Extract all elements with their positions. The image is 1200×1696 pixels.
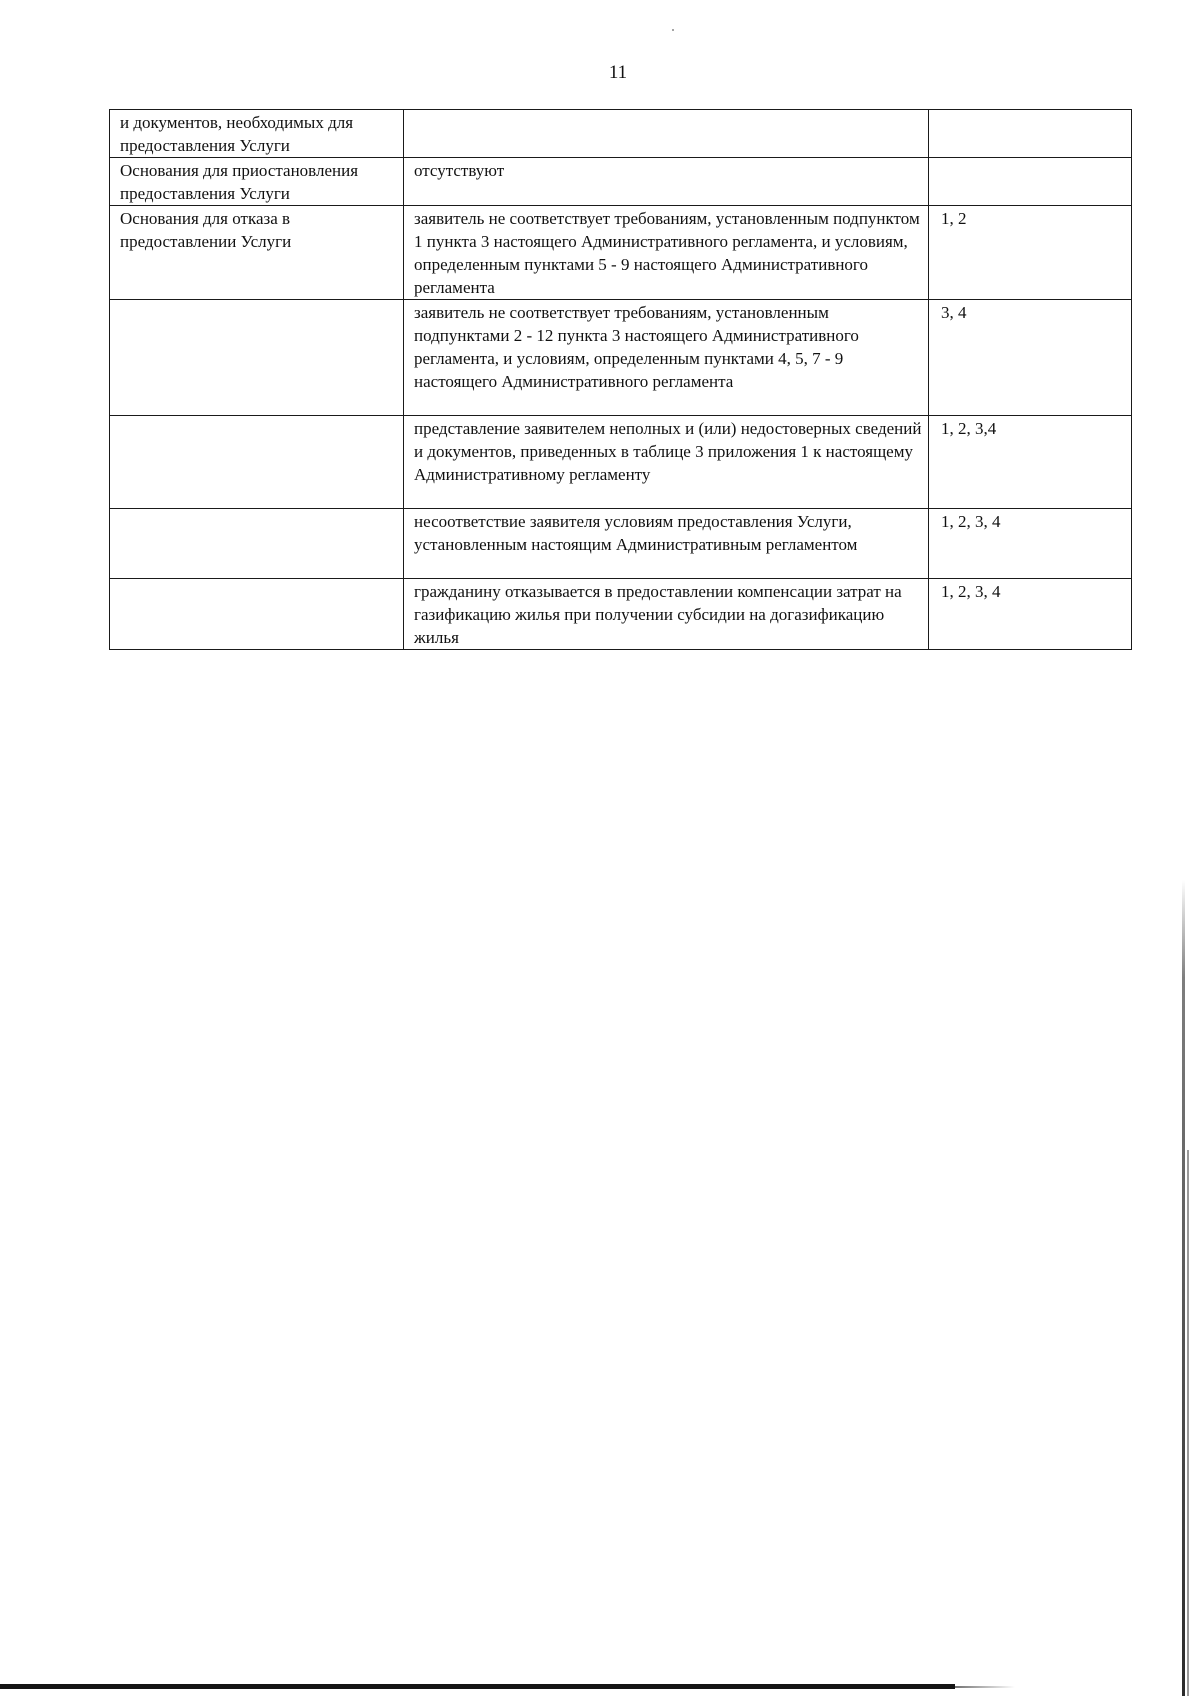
- row-label-cell: Основания для приостановления предоставления Услуги: [110, 158, 404, 206]
- row-numbers-cell: 1, 2, 3, 4: [929, 509, 1132, 579]
- row-numbers-cell: 1, 2, 3, 4: [929, 579, 1132, 650]
- scan-edge-right: [1182, 880, 1185, 1696]
- row-numbers-cell: 1, 2: [929, 206, 1132, 300]
- row-description-cell: отсутствуют: [404, 158, 929, 206]
- row-description-cell: [404, 110, 929, 158]
- row-numbers-cell: [929, 110, 1132, 158]
- row-numbers-cell: [929, 158, 1132, 206]
- row-description-cell: гражданину отказывается в предоставлении компенсации затрат на газификацию жилья при получении субсидии на догазификацию жилья: [404, 579, 929, 650]
- table-row: [110, 579, 1132, 650]
- row-label-cell: Основания для отказа в предоставлении Услуги: [110, 206, 404, 300]
- row-label-cell: [110, 579, 404, 650]
- row-label-cell: и документов, необходимых для предоставления Услуги: [110, 110, 404, 158]
- row-numbers-cell: 3, 4: [929, 300, 1132, 416]
- scan-edge-right-shadow: [1187, 1150, 1189, 1696]
- row-numbers-cell: 1, 2, 3,4: [929, 416, 1132, 509]
- grounds-table: [109, 109, 1132, 650]
- row-label-cell: [110, 300, 404, 416]
- table-row: [110, 206, 1132, 300]
- row-description-cell: заявитель не соответствует требованиям, установленным подпунктом 1 пункта 3 настоящего Административного регламента, и условиям, определенным пунктами 5 - 9 настоящего Административного регламента: [404, 206, 929, 300]
- table-row: [110, 158, 1132, 206]
- scan-edge-bottom-fade: [955, 1686, 1015, 1688]
- scan-edge-bottom: [0, 1684, 955, 1689]
- row-description-cell: несоответствие заявителя условиям предоставления Услуги, установленным настоящим Административным регламентом: [404, 509, 929, 579]
- table-row: [110, 110, 1132, 158]
- row-description-cell: заявитель не соответствует требованиям, установленным подпунктами 2 - 12 пункта 3 настоящего Административного регламента, и условиям, определенным пунктами 4, 5, 7 - 9 настоящего Административного регламента: [404, 300, 929, 416]
- row-description-cell: представление заявителем неполных и (или) недостоверных сведений и документов, приведенных в таблице 3 приложения 1 к настоящему Административному регламенту: [404, 416, 929, 509]
- row-label-cell: [110, 416, 404, 509]
- table-row: [110, 416, 1132, 509]
- page-number: 11: [608, 62, 628, 83]
- scan-speck: [672, 29, 674, 31]
- row-label-cell: [110, 509, 404, 579]
- table-row: [110, 509, 1132, 579]
- table-row: [110, 300, 1132, 416]
